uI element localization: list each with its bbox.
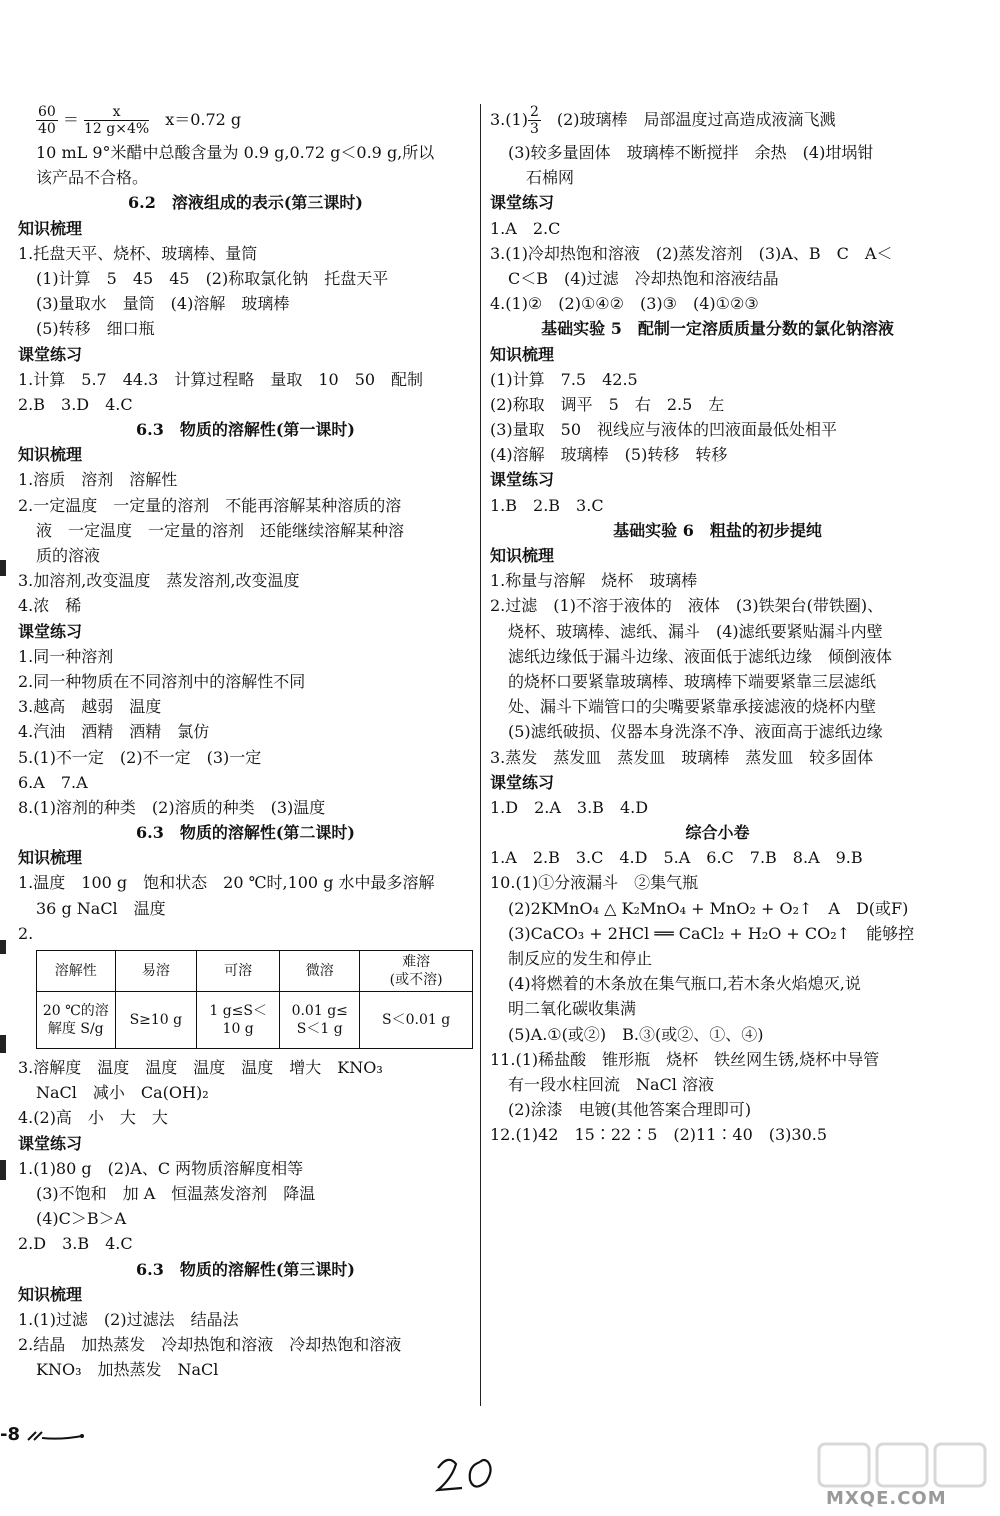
answer-line: 1.A 2.C [490, 218, 561, 238]
watermark-text: MXQE.COM [826, 1488, 947, 1509]
right-column [490, 100, 945, 1148]
fraction-denominator: 40 [38, 121, 56, 137]
answer-line: 2.过滤 (1)不溶于液体的 液体 (3)铁架台(带铁圈)、 [490, 596, 884, 616]
answer-line: (3)量取水 量筒 (4)溶解 玻璃棒 [36, 294, 290, 314]
answer-line: (2)称取 调平 5 右 2.5 左 [490, 394, 725, 414]
answer-line: 3.蒸发 蒸发皿 蒸发皿 玻璃棒 蒸发皿 较多固体 [490, 747, 874, 767]
answer-line: (4)C＞B＞A [36, 1209, 127, 1229]
subsection-label: 知识梳理 [18, 1284, 83, 1304]
answer-line: (3)不饱和 加 A 恒温蒸发溶剂 降温 [36, 1183, 316, 1203]
answer-line: (3)量取 50 视线应与液体的凹液面最低处相平 [490, 420, 838, 440]
answer-line: 滤纸边缘低于漏斗边缘、液面低于滤纸边缘 倾倒液体 [508, 646, 893, 666]
fraction-denominator: 12 g×4% [84, 121, 150, 137]
answer-line: 3.(1)冷却热饱和溶液 (2)蒸发溶剂 (3)A、B C A＜ [490, 243, 893, 263]
subsection-label: 课堂练习 [490, 772, 555, 792]
answer-line: 烧杯、玻璃棒、滤纸、漏斗 (4)滤纸要紧贴漏斗内壁 [508, 621, 883, 641]
answer-line: (5)转移 细口瓶 [36, 319, 155, 339]
answer-line: 1.A 2.B 3.C 4.D 5.A 6.C 7.B 8.A 9.B [490, 848, 863, 868]
equation-line: $\frac{60}{40}$ ＝ $\frac{x}{12 g\times 4\%}$ x＝0.72 g [38, 104, 242, 137]
section-heading: 基础实验 5 配制一定溶质质量分数的氯化钠溶液 [541, 319, 894, 339]
answer-line: (3)CaCO₃ + 2HCl ══ CaCl₂ + H₂O + CO₂↑ 能够控 [508, 923, 915, 943]
answer-line: 1.托盘天平、烧杯、玻璃棒、量筒 [18, 243, 258, 263]
answer-line: 1.(1)过滤 (2)过滤法 结晶法 [18, 1309, 239, 1329]
subsection-label: 知识梳理 [18, 848, 83, 868]
answer-line: 2.一定温度 一定量的溶剂 不能再溶解某种溶质的溶 [18, 495, 402, 515]
scan-edge-mark [0, 560, 6, 576]
answer-line: 1.称量与溶解 烧杯 玻璃棒 [490, 571, 698, 591]
answer-line: 处、漏斗下端管口的尖嘴要紧靠承接滤液的烧杯内壁 [508, 697, 877, 717]
answer-line: 2.结晶 加热蒸发 冷却热饱和溶液 冷却热饱和溶液 [18, 1335, 402, 1355]
table-header-cell: 溶解性 [37, 951, 116, 992]
fraction [528, 104, 541, 137]
subsection-label: 课堂练习 [18, 621, 83, 641]
answer-line: 3.加溶剂,改变温度 蒸发溶剂,改变温度 [18, 571, 300, 591]
subsection-label: 知识梳理 [18, 445, 83, 465]
subsection-label: 课堂练习 [490, 193, 555, 213]
answer-line: (3)较多量固体 玻璃棒不断搅拌 余热 (4)坩埚钳 [508, 143, 874, 162]
table-header-cell: 微溶 [280, 951, 360, 992]
answer-line: 12.(1)42 15∶22∶5 (2)11∶40 (3)30.5 [490, 1125, 828, 1145]
answer-line: 2.D 3.B 4.C [18, 1234, 133, 1254]
fraction [84, 104, 149, 137]
answer-line: (4)溶解 玻璃棒 (5)转移 转移 [490, 445, 728, 465]
answer-line: 10.(1)①分液漏斗 ②集气瓶 [490, 873, 699, 893]
answer-line: 8.(1)溶剂的种类 (2)溶质的种类 (3)温度 [18, 797, 326, 817]
section-heading: 6.3 物质的溶解性(第二课时) [136, 823, 355, 843]
solubility-table [36, 950, 473, 1049]
answer-line: 4.(2)高 小 大 大 [18, 1108, 168, 1128]
table-cell: 0.01 g≤ S＜1 g [280, 992, 360, 1049]
subsection-label: 知识梳理 [490, 344, 555, 364]
answer-line: KNO₃ 加热蒸发 NaCl [36, 1360, 219, 1380]
answer-line: (5)滤纸破损、仪器本身洗涤不净、液面高于滤纸边缘 [508, 722, 883, 742]
scan-edge-mark [0, 940, 6, 954]
answer-line: 该产品不合格。 [36, 168, 149, 188]
fraction-denominator: 3 [529, 121, 539, 137]
answer-line: 3.越高 越弱 温度 [18, 697, 162, 717]
answer-line: (4)将燃着的木条放在集气瓶口,若木条火焰熄灭,说 [508, 974, 861, 994]
answer-line: 2.同一种物质在不同溶剂中的溶解性不同 [18, 671, 306, 691]
answer-line: 1.(1)80 g (2)A、C 两物质溶解度相等 [18, 1158, 304, 1178]
answer-line: (2)2KMnO₄ △ K₂MnO₄ + MnO₂ + O₂↑ A D(或F) [508, 898, 909, 918]
answer-line: 4.(1)② (2)①④② (3)③ (4)①②③ [490, 294, 759, 314]
fraction-numerator: 2 [529, 104, 539, 120]
section-heading: 综合小卷 [685, 823, 750, 843]
section-heading: 6.3 物质的溶解性(第三课时) [136, 1259, 355, 1279]
table-row [37, 992, 473, 1049]
answer-line: 1.同一种溶剂 [18, 646, 114, 666]
answer-line: 3.(1) $\frac{2}{3}$ (2)玻璃棒 局部温度过高造成液滴飞溅 [490, 104, 836, 137]
answer-line: 4.浓 稀 [18, 596, 82, 616]
publisher-logo-icon [26, 1430, 86, 1442]
section-heading: 6.3 物质的溶解性(第一课时) [136, 420, 355, 440]
answer-line: 质的溶液 [36, 546, 101, 565]
answer-line: 1.计算 5.7 44.3 计算过程略 量取 10 50 配制 [18, 369, 424, 389]
page-number: -8 [0, 1424, 20, 1445]
answer-line: 制反应的发生和停止 [508, 949, 653, 968]
answer-line: 3.溶解度 温度 温度 温度 温度 增大 KNO₃ [18, 1058, 383, 1077]
subsection-label: 知识梳理 [18, 218, 83, 238]
answer-line: 1.B 2.B 3.C [490, 495, 604, 515]
answer-line: (5)A.①(或②) B.③(或②、①、④) [508, 1024, 764, 1044]
answer-line: 5.(1)不一定 (2)不一定 (3)一定 [18, 747, 262, 767]
table-cell: 1 g≤S＜ 10 g [197, 992, 280, 1049]
fraction-numerator: x [84, 104, 149, 121]
column-divider [480, 104, 481, 1406]
scan-edge-mark [0, 1035, 6, 1053]
section-heading: 6.2 溶液组成的表示(第三课时) [128, 193, 363, 213]
scan-edge-mark [0, 1160, 6, 1180]
fraction [36, 104, 58, 137]
answer-line: 有一段水柱回流 NaCl 溶液 [508, 1074, 714, 1094]
answer-line: 明二氧化碳收集满 [508, 999, 637, 1019]
answer-line: 1.温度 100 g 饱和状态 20 ℃时,100 g 水中最多溶解 [18, 873, 435, 893]
answer-line: 6.A 7.A [18, 772, 88, 792]
answer-line: 液 一定温度 一定量的溶剂 还能继续溶解某种溶 [36, 520, 405, 540]
fraction-numerator: 60 [38, 104, 56, 120]
answer-line: 36 g NaCl 温度 [36, 898, 166, 918]
table-cell: S≥10 g [115, 992, 197, 1049]
table-header-cell: 易溶 [115, 951, 197, 992]
answer-line: (1)计算 7.5 42.5 [490, 369, 638, 389]
table-header-cell: 可溶 [197, 951, 280, 992]
left-column [18, 100, 473, 1382]
subsection-label: 课堂练习 [18, 1133, 83, 1153]
table-cell: S＜0.01 g [360, 992, 473, 1049]
answer-line: (2)涂漆 电镀(其他答案合理即可) [508, 1100, 752, 1120]
table-row-label: 20 ℃的溶 解度 S/g [37, 992, 116, 1049]
answer-line: C＜B (4)过滤 冷却热饱和溶液结晶 [508, 268, 779, 288]
section-heading: 基础实验 6 粗盐的初步提纯 [613, 520, 822, 540]
handwritten-note [432, 1452, 502, 1496]
answer-line: 石棉网 [526, 168, 575, 188]
answer-line: 1.溶质 溶剂 溶解性 [18, 470, 178, 490]
answer-line: 11.(1)稀盐酸 锥形瓶 烧杯 铁丝网生锈,烧杯中导管 [490, 1049, 880, 1069]
answer-line: (1)计算 5 45 45 (2)称取氯化钠 托盘天平 [36, 268, 389, 288]
answer-line: NaCl 减小 Ca(OH)₂ [36, 1083, 209, 1103]
answer-line: 10 mL 9°米醋中总酸含量为 0.9 g,0.72 g＜0.9 g,所以 [36, 143, 435, 162]
answer-line: 1.D 2.A 3.B 4.D [490, 797, 649, 817]
answer-line: 2. [18, 923, 34, 943]
answer-line: 2.B 3.D 4.C [18, 394, 133, 414]
subsection-label: 知识梳理 [490, 546, 555, 565]
answer-line: 的烧杯口要紧靠玻璃棒、玻璃棒下端要紧靠三层滤纸 [508, 671, 877, 691]
table-header-row [37, 951, 473, 992]
subsection-label: 课堂练习 [18, 344, 83, 364]
answer-line: 4.汽油 酒精 酒精 氯仿 [18, 722, 210, 742]
subsection-label: 课堂练习 [490, 470, 555, 490]
table-header-cell: 难溶 (或不溶) [360, 951, 473, 992]
